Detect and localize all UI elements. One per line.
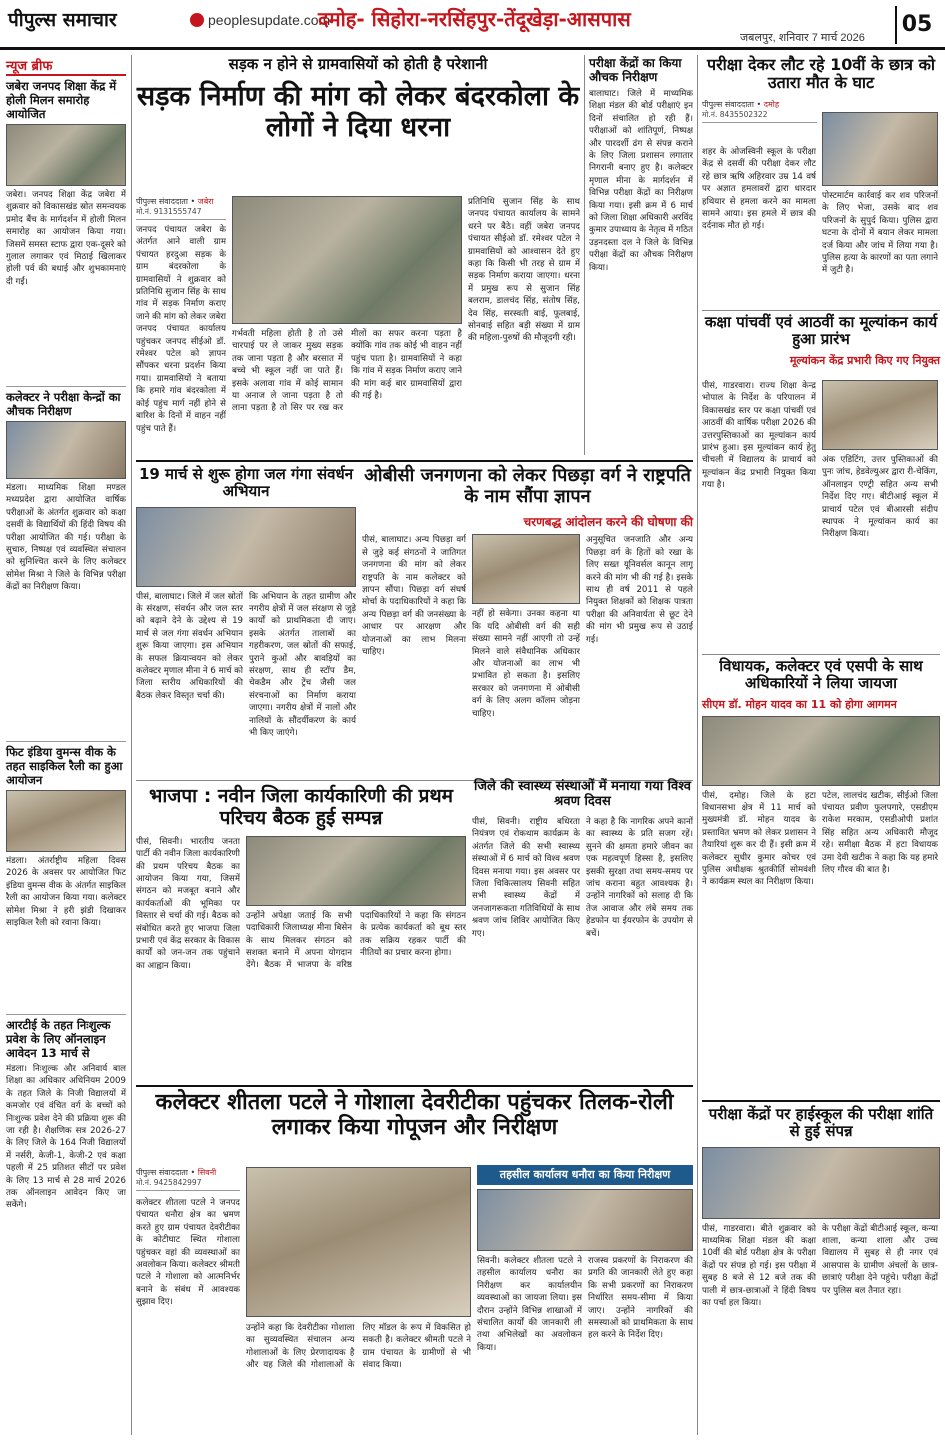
cm-visit-story [702,658,940,1000]
hearing-day-story [472,780,693,1001]
issue-date: जबलपुर, शनिवार 7 मार्च 2026 [740,32,865,44]
story-headline: परीक्षा देकर लौट रहे 10वीं के छात्र को उतारा मौत के घाट [706,55,936,93]
bjp-meeting-photo [246,836,466,906]
highschool-exam-story [702,1106,940,1413]
incident-photo [822,112,938,186]
story-subhead: चरणबद्ध आंदोलन करने की घोषणा की [523,515,693,530]
story-body: पीसं, बालाघाट। जिले में जल स्रोतों के संरक्षण, संवर्धन और जल स्तर को बढ़ाने देने के उद्देश्य से 19 मार्च से जल गंगा संवर्धन अभियान शुरू किया जाएगा। इस अभियान के सफल क्रियान्वयन को लेकर कलेक्टर मृणाल मीना ने 6 मार्च को जिला स्तरीय अधिकारियों की बैठक लेकर विस्तृत चर्चा की। [136,591,243,701]
news-brief-tag: न्यूज ब्रीफ [6,56,126,76]
gaushala-byline: पीपुल्स संवाददाता • सिवनी मो.नं. 9425842997 [136,1167,240,1191]
tehsil-office-photo [477,1189,693,1251]
divider [702,654,940,655]
story-body: पीसं, दमोह। जिले के हटा विधानसभा क्षेत्र में 11 मार्च को मुख्यमंत्री डॉ. मोहन यादव के प्रस्तावित भ्रमण को लेकर प्रशासन ने तैयारियां शुरू कर दी हैं। इसी क्रम में कलेक्टर सुधीर कुमार कोचर एवं पुलिस अधीक्षक श्रुतकीर्ति सोमवंशी ने कार्यक्रम स्थल का निरीक्षण किया। [702,790,816,888]
story-headline: ओबीसी जनगणना को लेकर पिछड़ा वर्ग ने राष्ट्रपति के नाम सौंपा ज्ञापन [364,465,691,507]
lead-story [136,56,580,143]
story-body: उन्होंने कहा कि देवरीटीका गोशाला का सुव्यवस्थित संचालन अन्य गोशालाओं के लिए प्रेरणादायक है और यह जिले की गोशालाओं के लिए मॉडल के रूप में विकसित हो सकती है। कलेक्टर श्रीमती पटले ने ग्राम पंचायत के ग्रामीणों से भी संवाद किया। [246,1323,471,1371]
newspaper-logo: पीपुल्स समाचार [8,9,117,31]
column-rule [584,55,585,455]
brief-body: मंडला। माध्यमिक शिक्षा मण्डल मध्यप्रदेश द्वारा आयोजित वार्षिक परीक्षाओं के अंतर्गत शुक्रवार को कक्षा दसवीं के विद्यार्थियों की हिंदी विषय की परीक्षा आयोजित की गई। परीक्षा के सुचारु, निष्पक्ष एवं व्यवस्थित संचालन को सुनिश्चित करने के लिए कलेक्टर सोमेश मिश्रा ने जिले के विभिन्न परीक्षा केंद्रों का निरीक्षण किया। [6,483,126,593]
lead-body: प्रतिनिधि सुजान सिंह के साथ जनपद पंचायत कार्यालय के सामने धरने पर बैठे। वहीं जबेरा जनपद पंचायत सीईओ डॉ. रमेश्वर पटेल ने ग्रामवासियों को आश्वासन देते हुए कहा कि किसी भी तरह से ग्राम में सड़क निर्माण कराया जाएगा। धरना में प्रमुख रूप से सुजान सिंह बलराम, डालचंद सिंह, संतोष सिंह, देव सिंह, सरस्वती बाई, फूलबाई, सोनबाई सहित बड़ी संख्या में ग्राम की महिला-पुरुषों की मौजूदगी रही। [468,197,580,344]
brief-body: मंडला। निःशुल्क और अनिवार्य बाल शिक्षा का अधिकार अधिनियम 2009 के तहत जिले के निजी विद्यालयों में कमजोर एवं वंचित वर्ग के बच्चों को निःशुल्क प्रवेश देने की प्रक्रिया शुरू की जा रही है। शैक्षणिक सत्र 2026-27 के लिए जिले के 164 निजी विद्यालयों में नर्सरी, केजी-1, केजी-2 एवं कक्षा पहली में 25 प्रतिशत सीटों पर प्रवेश के लिए 13 मार्च से 28 मार्च 2026 तक ऑनलाइन आवेदन किए जा सकेंगे। [6,1064,126,1211]
evaluation-story [702,314,940,368]
obc-story [362,466,693,730]
story-body: पीसं, बालाघाट। अन्य पिछड़ा वर्ग से जुड़े कई संगठनों ने जातिगत जनगणना की मांग को लेकर राष्ट्रपति के नाम कलेक्टर को ज्ञापन सौंपा। पिछड़ा वर्ग संघर्ष मोर्चा के पदाधिकारियों ने कहा कि अन्य पिछड़ा वर्ग की जनसंख्या के आधार पर आरक्षण और योजनाओं का लाभ मिलना चाहिए। [362,535,466,658]
story-headline: विधायक, कलेक्टर एवं एसपी के साथ अधिकारियों ने लिया जायजा [719,657,923,693]
story-body: कि अभियान के तहत ग्रामीण और नगरीय क्षेत्रों में जल संरक्षण से जुड़े कार्यों को प्राथमिकता दी जाए। इसके अंतर्गत तालाबों का गहरीकरण, जल स्रोतों की सफाई, पुराने कुओं और बावड़ियों का संरक्षण, साथ ही स्टॉप डैम, चेकडैम और ट्रेंच जैसी जल संरचनाओं का निर्माण कराया जाएगा। नगरीय क्षेत्रों में नालों और नालियों के सौंदर्यीकरण के कार्य भी किए जाएंगे। [249,591,356,738]
officials-meeting-photo [702,716,940,786]
story-body: कलेक्टर शीतला पटले ने जनपद पंचायत धनौरा क्षेत्र का भ्रमण करते हुए ग्राम पंचायत देवरीटीका के कोटीघाट स्थित गोशाला पहुंचकर वहां की व्यवस्थाओं का अवलोकन किया। कलेक्टर श्रीमती पटले ने गोशाला को आत्मनिर्भर बनाने के संबंध में आवश्यक सुझाव दिए। [136,1198,240,1308]
story-headline: कक्षा पांचवीं एवं आठवीं का मूल्यांकन कार्य हुआ प्रारंभ [704,313,938,349]
story-body: उन्होंने अपेक्षा जताई कि सभी पदाधिकारी जिलाध्यक्ष मीना बिसेन के साथ मिलकर संगठन को सशक्त बनाने में अपना योगदान देंगे। बैठक में भाजपा के वरिष्ठ पदाधिकारियों ने कहा कि संगठन के प्रत्येक कार्यकर्ता को बूथ स्तर तक सक्रिय रहकर पार्टी की नीतियों का प्रचार करना होगा। [246,910,466,971]
story-body: पोस्टमार्टम कार्रवाई कर शव परिजनों के लिए भेजा, उसके बाद शव परिजनों के सुपुर्द किया। पुलिस द्वारा घटना के दोनों में बयान लेकर मामला दर्ज किया और जांच में लिया गया है। पुलिस हत्या के कारणों का पता लगाने में जुटी है। [822,191,938,276]
story-body: बालाघाट। जिले में माध्यमिक शिक्षा मंडल की बोर्ड परीक्षाएं इन दिनों संचालित हो रही हैं। परीक्षाओं को शांतिपूर्ण, निष्पक्ष और पारदर्शी ढंग से संपन्न कराने के लिए जिला प्रशासन लगातार निगरानी बनाए हुए है। कलेक्टर मृणाल मीना के मार्गदर्शन में विभिन्न परीक्षा केंद्रों का निरीक्षण किया गया। इसी क्रम में 6 मार्च को जिला शिक्षा अधिकारी अरविंद कुमार उपाध्याय के नेतृत्व में गठित उड़नदस्ता दल ने जिले के विभिन्न परीक्षा केंद्रों का औचक निरीक्षण किया। [589,89,693,273]
holi-event-photo [6,124,126,186]
story-headline: परीक्षा केंद्रों पर हाईस्कूल की परीक्षा शांति से हुई संपन्न [708,1105,934,1141]
divider [136,1085,693,1087]
brief-headline: जबेरा जनपद शिक्षा केंद्र में होली मिलन समारोह आयोजित [6,79,117,121]
page-number: 05 [895,6,937,44]
story-body: ने कहा है कि नागरिक अपने कानों का स्वास्थ्य के प्रति सजग रहें। सुनने की क्षमता हमारे जीवन का एक महत्वपूर्ण हिस्सा है, इसलिए इसकी सुरक्षा तथा समय-समय पर जांच कराना बहुत आवश्यक है। उन्होंने नागरिकों को सलाह दी कि तेज आवाज और लंबे समय तक हेडफोन या ईयरफोन के उपयोग से बचें। [586,816,693,939]
story-body: पटेल, लालचंद खटीक, सीईओ जिला पंचायत प्रवीण फुलपगारे, एसडीएम राकेश मरकाम, एसडीओपी प्रशांत सिंह सहित अन्य अधिकारी मौजूद रहे। समीक्षा बैठक में हटा विधायक उमा देवी खटीक ने कहा कि यह हमारे लिए गौरव की बात है। [822,790,938,875]
story-body: नहीं हो सकेगा। उनका कहना था कि यदि ओबीसी वर्ग की सही संख्या सामने नहीं आएगी तो उन्हें मिलने वाले संवैधानिक अधिकार और योजनाओं का लाभ भी प्रभावित हो सकता है। इसलिए सरकार को जनगणना में ओबीसी वर्ग के लिए अलग कॉलम जोड़ना चाहिए। [472,609,580,719]
divider [136,460,693,462]
collector-inspection-photo [6,421,126,479]
lead-body: गर्भवती महिला होती है तो उसे चारपाई पर ले जाकर मुख्य सड़क तक जाना पड़ता है और बरसात में बच्चे भी स्कूल नहीं जा पाते हैं। इसके अलावा गांव में कोई सामान या अनाज ले जाना पड़ता है तो लाना पड़ता है तो सिर पर रख कर मीलों का सफर करना पड़ता है क्योंकि गांव तक कोई भी वाहन नहीं पहुंच पाता है। ग्रामवासियों ने कहा कि गांव में सड़क निर्माण कराए जाने की मांग कई बार ग्रामवासियों द्वारा की गई है। [232,329,462,414]
student-death-story: परीक्षा देकर लौट रहे 10वीं के छात्र को उतारा मौत के घाट पीपुल्स संवाददाता • दमोह मो.नं. 8435502322 [702,56,940,123]
story-body: शहर के ओजस्विनी स्कूल के परीक्षा केंद्र से दसवीं की परीक्षा देकर लौट रहे छात्र ऋषि अहिरवार उम्र 14 वर्ष पर अज्ञात हमलावरों द्वारा धारदार हथियार से हमला करने का मामला सामने आया। इस हमले में छात्र की दर्दनाक मौत हो गई। [702,147,816,232]
story-body: के परीक्षा केंद्रों बीटीआई स्कूल, कन्या शाला, कन्या शाला और उच्च विद्यालय में सुबह से ही नगर एवं आसपास के ग्रामीण अंचलों के छात्र-छात्राएं परीक्षा देने पहुंचे। परीक्षा केंद्रों पर पुलिस बल तैनात रहा। [822,1223,938,1296]
divider [702,1100,940,1102]
exam-center-story [589,56,693,468]
protest-photo [232,196,462,324]
story-subhead: मूल्यांकन केंद्र प्रभारी किए गए नियुक्त [789,353,940,367]
story-body: सिवनी। कलेक्टर शीतला पटले ने तहसील कार्यालय धनौरा का निरीक्षण कर कार्यालयीन व्यवस्थाओं का जायजा लिया। इस दौरान उन्होंने विभिन्न शाखाओं में संचालित कार्यों की जानकारी ली तथा अभिलेखों का अवलोकन किया। [477,1256,582,1353]
jal-ganga-story [136,466,356,761]
evaluation-center-photo [822,380,938,450]
masthead [0,0,945,50]
students-photo [702,1147,940,1219]
story-body: अनुसूचित जनजाति और अन्य पिछड़ा वर्ग के हितों को रखा के लिए सख्त यूनिवर्सल कानून लागू करने की मांग भी की गई है। इसके साथ ही वर्ष 2011 से पहले नियुक्त शिक्षकों को शिक्षक पात्रता परीक्षा की अनिवार्यता से छूट देने की मांग भी प्रमुख रूप से उठाई गई। [586,535,693,645]
column-rule [697,55,698,1435]
brief-body: मंडला। अंतर्राष्ट्रीय महिला दिवस 2026 के अवसर पर आयोजित फिट इंडिया वुमन्स वीक के अंतर्गत साइकिल रैली का आयोजन किया गया। कलेक्टर सोमेश मिश्रा ने हरी झंडी दिखाकर साइकिल रैली को रवाना किया। [6,856,126,929]
column-rule [131,55,132,1435]
story-body: अंक एडिटिंग, उत्तर पुस्तिकाओं की पुनः जांच, हेडवेल्युअर द्वारा री-चेकिंग, ऑनलाइन एण्ट्री सहित अन्य सभी निर्देश दिए गए। बीटीआई स्कूल में प्राचार्य पटेल एवं बीआरसी संदीप स्थापक ने मूल्यांकन कार्य का निरीक्षण किया। [822,455,938,540]
lead-kicker: सड़क न होने से ग्रामवासियों को होती है परेशानी [228,55,488,73]
story-headline: भाजपा : नवीन जिला कार्यकारिणी की प्रथम परिचय बैठक हुई सम्पन्न [149,785,453,829]
lead-byline: पीपुल्स संवाददाता • जबेरा मो.नं. 9131555747 [136,196,226,220]
story-headline: परीक्षा केंद्रों का किया औचक निरीक्षण [589,56,682,84]
story-headline: 19 मार्च से शुरू होगा जल गंगा संवर्धन अभियान [138,465,354,501]
globe-icon [190,13,204,27]
lead-headline: सड़क निर्माण की मांग को लेकर बंदरकोला के लोगों ने दिया धरना [136,81,580,144]
story-body: पीसं, सिवनी। भारतीय जनता पार्टी की नवीन जिला कार्यकारिणी की प्रथम परिचय बैठक का आयोजन किया गया, जिसमें संगठन को मजबूत बनाने और कार्यकर्ताओं की भूमिका पर विस्तार से चर्चा की गई। बैठक को संबोधित करते हुए भाजपा जिला प्रभारी एवं केंद्र सरकार के विकास कार्यों को जन-जन तक पहुंचाने का आह्वान किया। [136,836,240,971]
brief-headline: कलेक्टर ने परीक्षा केन्द्रों का औचक निरीक्षण [6,386,126,418]
story-body: राजस्व प्रकरणों के निराकरण की प्रगति की जानकारी लेते हुए कहा कि सभी प्रकरणों का निराकरण निर्धारित समय-सीमा में किया जाए। उन्होंने नागरिकों की समस्याओं को प्राथमिकता के साथ हल करने के निर्देश दिए। [588,1256,693,1341]
dhanora-inspection-story [477,1165,693,1455]
gaushala-story [136,1090,693,1141]
brief-headline: आरटीई के तहत निःशुल्क प्रवेश के लिए ऑनलाइन आवेदन 13 मार्च से [6,1014,126,1060]
lead-body: जनपद पंचायत जबेरा के अंतर्गत आने वाली ग्राम पंचायत हरदुआ सड़क के ग्राम बंदरकोला के ग्रामवासियों ने शुक्रवार को प्रतिनिधि सुजान सिंह के साथ गांव में सड़क निर्माण कराए जाने की मांग को लेकर जबेरा जनपद पंचायत कार्यालय पहुंचकर जनपद सीईओ डॉ. रमेश्वर पटेल को ज्ञापन सौंपकर धरना प्रदर्शन किया गया। ग्रामवासियों ने बताया कि हमारे गांव बंदरकोला में कोई पहुंच मार्ग नहीं होने से बारिश के दिनों में वाहन नहीं पहुंच पाते हैं। [136,225,226,434]
story-body: पीसं, गाडरवारा। बीते शुक्रवार को माध्यमिक शिक्षा मंडल की कक्षा 10वीं की बोर्ड परीक्षा क्षेत्र के परीक्षा केंद्रों पर संपन्न हो गई। इस परीक्षा में सुबह 8 बजे से 12 बजे तक की पाली में छात्र-छात्राओं ने हिंदी विषय का पर्चा हल किया। [702,1223,816,1308]
story-body: पीसं, सिवनी। राष्ट्रीय बधिरता नियंत्रण एवं रोकथाम कार्यक्रम के अंतर्गत जिले की सभी स्वास्थ्य संस्थाओं में 6 मार्च को विश्व श्रवण दिवस मनाया गया। इस अवसर पर जिला चिकित्सालय सिवनी सहित सभी स्वास्थ्य केंद्रों में जनजागरूकता गतिविधियों के साथ श्रवण जांच शिविर आयोजित किए गए। [472,816,580,939]
section-title: दमोह- सिहोरा-नरसिंहपुर-तेंदूखेड़ा-आसपास [318,7,631,31]
brief-headline: फिट इंडिया वुमन्स वीक के तहत साइकिल रैली का हुआ आयोजन [6,741,126,787]
story-subhead: सीएम डॉ. मोहन यादव का 11 को होगा आगमन [702,697,897,711]
news-brief-column [6,56,126,1313]
gopujan-photo [246,1167,471,1317]
memorandum-photo [472,534,580,604]
story-body: पीसं, गाडरवारा। राज्य शिक्षा केन्द्र भोपाल के निर्देश के परिपालन में विकासखंड स्तर पर कक्षा पांचवीं एवं आठवीं की वार्षिक परीक्षा 2026 की उत्तरपुस्तिकाओं का मूल्यांकन कार्य प्रारंभ हुआ। इस मूल्यांकन कार्य हेतु चीचली में विद्यालय के प्राचार्य को मूल्यांकन केंद्र प्रभारी नियुक्त किया गया है। [702,381,816,491]
divider [702,310,940,311]
meeting-photo [136,507,356,587]
website-link[interactable]: peoplesupdate.com [190,12,330,28]
brief-body: जबेरा। जनपद शिक्षा केंद्र जबेरा में शुक्रवार को विकासखंड स्रोत समन्वयक प्रमोद बैंच के मार्गदर्शन में होली मिलन समारोह का आयोजन किया गया। जिसमें समस्त स्टाफ द्वारा एक-दूसरे को गुलाल लगाकर एवं मिठाई खिलाकर होली पर्व की बधाई और शुभकामनाएं दी गईं। [6,190,126,287]
story-headline: कलेक्टर शीतला पटले ने गोशाला देवरीटीका पहुंचकर तिलक-रोली लगाकर किया गोपूजन और निरीक्षण [155,1090,674,1141]
bjp-story [136,786,466,1006]
story-tag: तहसील कार्यालय धनौरा का किया निरीक्षण [477,1165,693,1185]
story-headline: जिले की स्वास्थ्य संस्थाओं में मनाया गया विश्व श्रवण दिवस [473,779,692,809]
cycle-rally-photo [6,790,126,852]
